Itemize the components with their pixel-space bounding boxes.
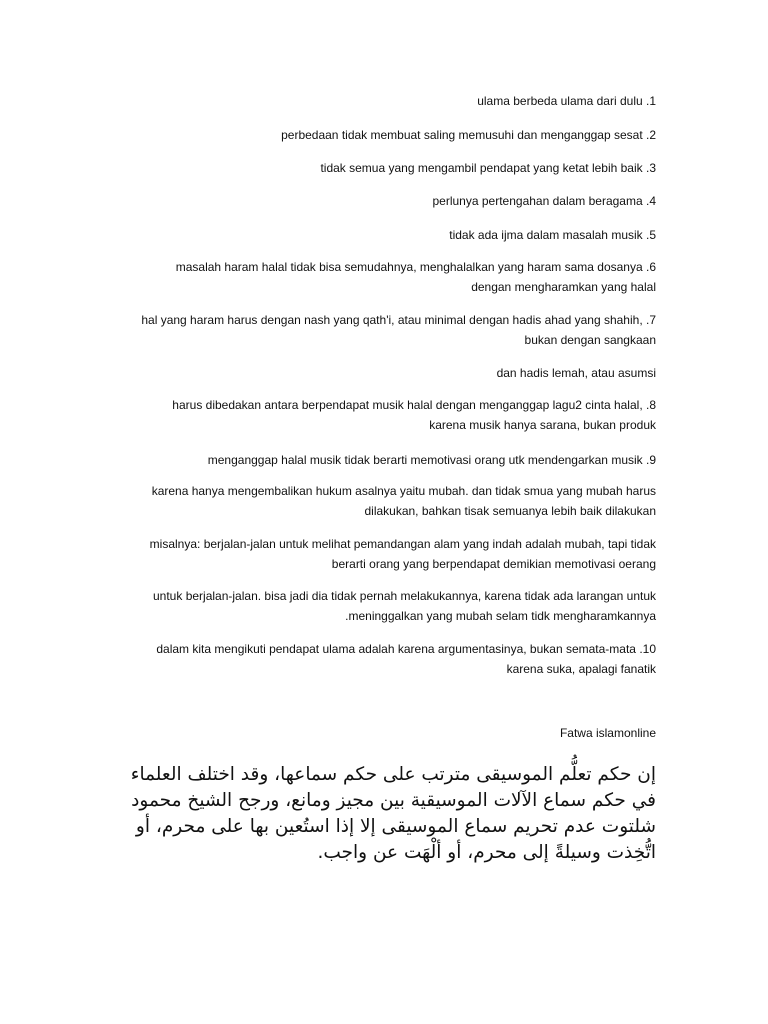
item-7-line-1: hal yang haram harus dengan nash yang qath'i, atau minimal dengan hadis ahad yang shahih, .7: [141, 313, 656, 327]
paragraph-3-line-1: untuk berjalan-jalan. bisa jadi dia tidak pernah melakukannya, karena tidak ada larangan untuk: [153, 589, 656, 603]
item-7-line-2: bukan dengan sangkaan: [524, 333, 656, 347]
item-9: menganggap halal musik tidak berarti memotivasi orang utk mendengarkan musik .9: [207, 453, 656, 467]
item-4: perlunya pertengahan dalam beragama .4: [432, 194, 656, 208]
source-label: Fatwa islamonline: [559, 726, 656, 740]
item-6-line-1: masalah haram halal tidak bisa semudahnya, menghalalkan yang haram sama dosanya .6: [175, 260, 656, 274]
paragraph-2-line-1: misalnya: berjalan-jalan untuk melihat pemandangan alam yang indah adalah mubah, tapi tidak: [149, 537, 656, 551]
item-7-continuation: dan hadis lemah, atau asumsi: [496, 366, 656, 380]
arabic-paragraph: إن حكم تعلُّم الموسيقى مترتب على حكم سماعها، وقد اختلف العلماء في حكم سماع الآلات الموسيقية بين مجيز ومانع، ورجح الشيخ محمود شلتوت عدم تحريم سماع الموسيقى إلا إذا استُعين بها على محرم، أو اتُّخِذت وسيلةً إلى محرم، أو ألْهَت عن واجب.: [130, 764, 656, 863]
paragraph-1-line-1: karena hanya mengembalikan hukum asalnya yaitu mubah. dan tidak smua yang mubah harus: [151, 484, 656, 498]
item-6-line-2: dengan mengharamkan yang halal: [471, 280, 656, 294]
item-10-line-1: dalam kita mengikuti pendapat ulama adalah karena argumentasinya, bukan semata-mata .10: [156, 642, 656, 656]
item-2: perbedaan tidak membuat saling memusuhi dan menganggap sesat .2: [281, 128, 656, 142]
item-3: tidak semua yang mengambil pendapat yang ketat lebih baik .3: [320, 161, 656, 175]
item-1: ulama berbeda ulama dari dulu .1: [477, 94, 656, 108]
paragraph-1-line-2: dilakukan, bahkan tisak semuanya lebih baik dilakukan: [364, 504, 656, 518]
item-8-line-1: harus dibedakan antara berpendapat musik halal dengan menganggap lagu2 cinta halal, .8: [172, 398, 656, 412]
paragraph-3-line-2: .meninggalkan yang mubah selam tidk mengharamkannya: [345, 609, 656, 623]
item-5: tidak ada ijma dalam masalah musik .5: [449, 228, 656, 242]
paragraph-2-line-2: berarti orang yang berpendapat demikian memotivasi oerang: [331, 557, 656, 571]
item-10-line-2: karena suka, apalagi fanatik: [506, 662, 656, 676]
item-8-line-2: karena musik hanya sarana, bukan produk: [429, 418, 656, 432]
